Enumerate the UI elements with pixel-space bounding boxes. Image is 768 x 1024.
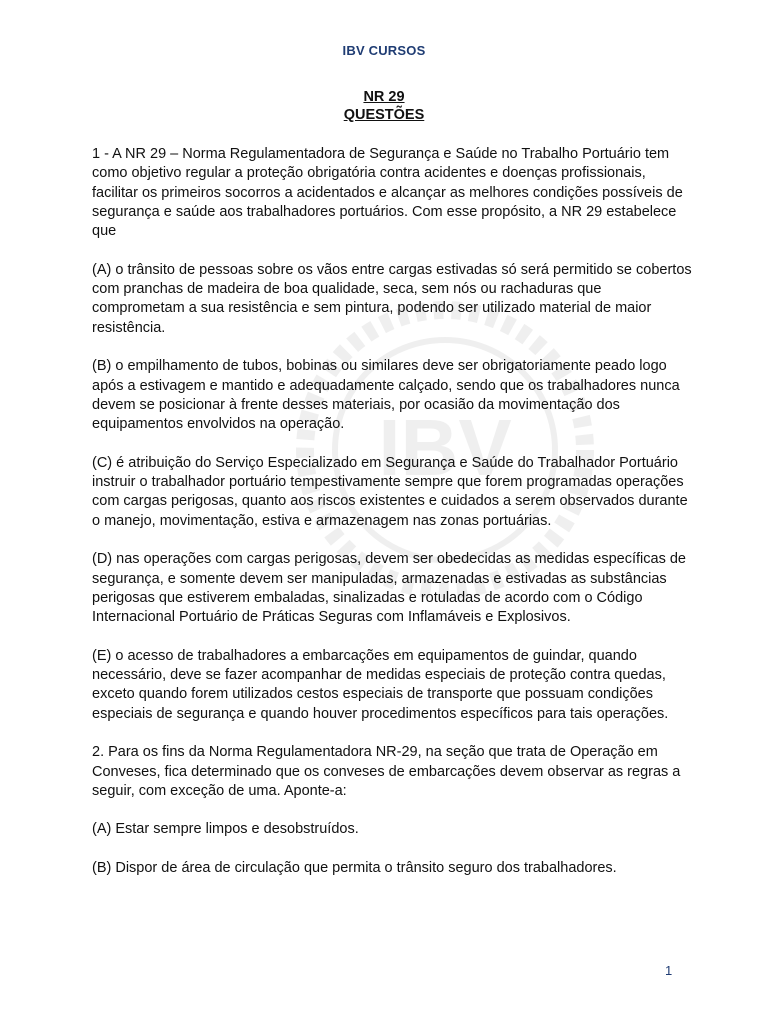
question-1-option-b: (B) o empilhamento de tubos, bobinas ou similares deve ser obrigatoriamente peado logo após a estivagem e mantido e adequadamente calçado, sendo que os trabalhadores nunca devem se posicionar à frente desses materiais, por ocasião da movimentação dos equipamentos envolvidos na operação. [92,358,680,433]
question-2-option-b: (B) Dispor de área de circulação que permita o trânsito seguro dos trabalhadores. [92,859,617,876]
question-1-option-a: (A) o trânsito de pessoas sobre os vãos entre cargas estivadas só será permitido se cobertos com pranchas de madeira de boa qualidade, seca, sem nós ou rachaduras que comprometam a sua resistência e sem pintura, podendo ser utilizado material de maior resistência. [92,261,692,336]
questions-content [92,145,692,898]
question-1-option-c: (C) é atribuição do Serviço Especializado em Segurança e Saúde do Trabalhador Portuário instruir o trabalhador portuário tempestivamente sempre que forem programadas operações com cargas perigosas, quanto aos riscos existentes e cuidados a serem observados durante o manejo, movimentação, estiva e armazenagem nas zonas portuárias. [92,454,688,529]
document-title [0,88,768,124]
question-2-option-a: (A) Estar sempre limpos e desobstruídos. [92,821,359,838]
question-1-option-e: (E) o acesso de trabalhadores a embarcações em equipamentos de guindar, quando necessário, deve se fazer acompanhar de medidas especiais de proteção contra quedas, exceto quando forem utilizados cestos especiais de transporte que possuam condições especiais de segurança e quando houver procedimentos específicos para tais operações. [92,647,669,722]
title-line-2: QUESTÕES [343,107,425,123]
svg-text:IBV: IBV [378,403,512,492]
question-2-stem: 2. Para os fins da Norma Regulamentadora NR-29, na seção que trata de Operação em Conveses, fica determinado que os conveses de embarcações devem observar as regras a seguir, com exceção de uma. Aponte-a: [92,744,681,799]
title-line-1: NR 29 [363,89,405,105]
question-1-option-d: (D) nas operações com cargas perigosas, devem ser obedecidas as medidas específicas de segurança, e somente devem ser manipuladas, armazenadas e estivadas as substâncias perigosas que estiverem embaladas, sinalizadas e rotuladas de acordo com o Código Internacional Portuário de Práticas Seguras com Inflamáveis e Explosivos. [92,551,686,626]
brand-header: IBV CURSOS [342,43,426,58]
page-number: 1 [665,963,673,978]
question-1-stem: 1 - A NR 29 – Norma Regulamentadora de Segurança e Saúde no Trabalho Portuário tem como objetivo regular a proteção obrigatória contra acidentes e doenças profissionais, facilitar os primeiros socorros a acidentados e alcançar as melhores condições possíveis de segurança e saúde aos trabalhadores portuários. Com esse propósito, a NR 29 estabelece que [92,146,683,240]
